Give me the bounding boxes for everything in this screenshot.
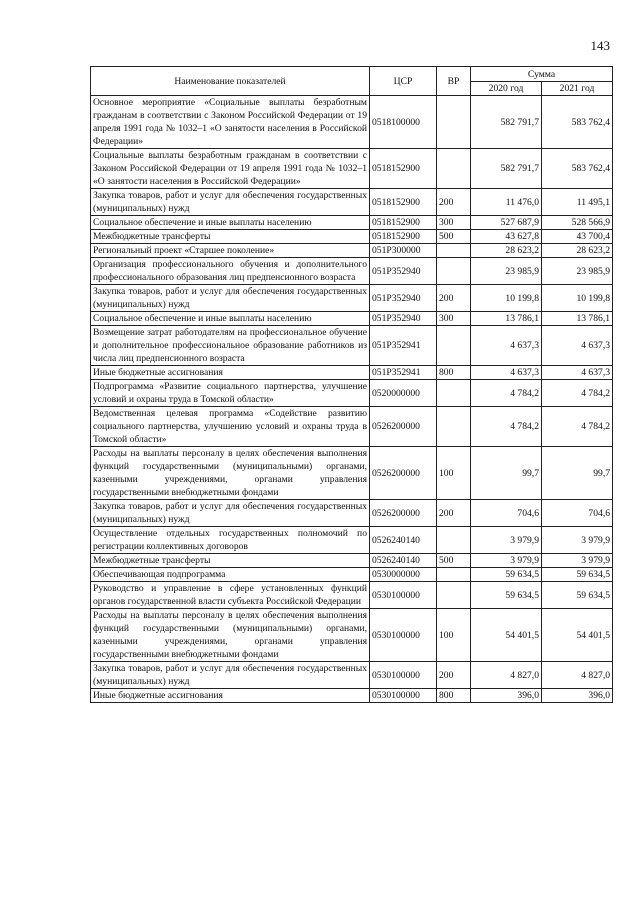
row-vr-cell [437,326,471,366]
row-vr-cell [437,380,471,407]
row-csr-cell: 0520000000 [370,380,437,407]
row-vr-cell [437,527,471,554]
row-vr-cell: 100 [437,447,471,500]
row-2020-value: 54 401,5 [471,609,542,662]
table-row [91,689,613,703]
page-number: 143 [590,38,610,53]
row-vr-cell: 300 [437,216,471,230]
header-sum: Сумма [471,67,613,82]
row-name-cell: Расходы на выплаты персоналу в целях обеспечения выполнения функций государственными (муниципальными) органами, казенными учреждениями, органами управления государственными внебюджетными фондами [91,609,370,662]
row-csr-cell: 0518100000 [370,96,437,149]
row-2020-value: 4 827,0 [471,662,542,689]
row-name-cell: Осуществление отдельных государственных полномочий по регистрации коллективных договоров [91,527,370,554]
row-2020-value: 582 791,7 [471,149,542,189]
header-csr: ЦСР [370,67,437,96]
row-name-cell: Региональный проект «Старшее поколение» [91,244,370,258]
row-2020-value: 4 637,3 [471,326,542,366]
row-vr-cell [437,96,471,149]
row-name-cell: Социальное обеспечение и иные выплаты населению [91,216,370,230]
row-vr-cell [437,568,471,582]
row-csr-cell: 0530100000 [370,662,437,689]
row-2020-value: 4 784,2 [471,380,542,407]
row-name-cell: Руководство и управление в сфере установленных функций органов государственной власти субъекта Российской Федерации [91,582,370,609]
row-2021-value: 23 985,9 [542,258,613,285]
header-year-2020: 2020 год [471,82,542,96]
row-name-cell: Социальные выплаты безработным гражданам в соответствии с Законом Российской Федерации от 19 апреля 1991 года № 1032–1 «О занятости населения в Российской Федерации» [91,149,370,189]
row-csr-cell: 051P352941 [370,366,437,380]
row-name-cell: Иные бюджетные ассигнования [91,366,370,380]
row-2021-value: 583 762,4 [542,96,613,149]
header-name: Наименование показателей [91,67,370,96]
row-name-cell: Межбюджетные трансферты [91,230,370,244]
row-2021-value: 528 566,9 [542,216,613,230]
row-2020-value: 59 634,5 [471,582,542,609]
row-2020-value: 582 791,7 [471,96,542,149]
row-vr-cell: 200 [437,189,471,216]
table-body [91,96,613,703]
row-csr-cell: 0526240140 [370,554,437,568]
row-name-cell: Возмещение затрат работодателям на профессиональное обучение и дополнительное профессиональное образование работников из числа лиц предпенсионного возраста [91,326,370,366]
row-vr-cell: 300 [437,312,471,326]
row-2021-value: 4 784,2 [542,407,613,447]
row-vr-cell: 500 [437,230,471,244]
table-row [91,230,613,244]
row-csr-cell: 0526200000 [370,407,437,447]
row-vr-cell [437,149,471,189]
row-name-cell: Иные бюджетные ассигнования [91,689,370,703]
row-2020-value: 396,0 [471,689,542,703]
row-2021-value: 4 784,2 [542,380,613,407]
row-name-cell: Закупка товаров, работ и услуг для обеспечения государственных (муниципальных) нужд [91,500,370,527]
row-csr-cell: 0526240140 [370,527,437,554]
row-name-cell: Обеспечивающая подпрограмма [91,568,370,582]
row-2021-value: 59 634,5 [542,582,613,609]
row-csr-cell: 051P352940 [370,312,437,326]
table-row [91,582,613,609]
row-csr-cell: 0530100000 [370,609,437,662]
row-vr-cell: 200 [437,285,471,312]
row-2021-value: 3 979,9 [542,527,613,554]
row-csr-cell: 0526200000 [370,447,437,500]
row-2021-value: 4 827,0 [542,662,613,689]
row-csr-cell: 051P300000 [370,244,437,258]
row-2020-value: 527 687,9 [471,216,542,230]
row-2021-value: 11 495,1 [542,189,613,216]
table-row [91,662,613,689]
table-row [91,216,613,230]
row-vr-cell [437,244,471,258]
row-csr-cell: 051P352940 [370,258,437,285]
row-csr-cell: 0518152900 [370,189,437,216]
table-row [91,312,613,326]
row-name-cell: Закупка товаров, работ и услуг для обеспечения государственных (муниципальных) нужд [91,285,370,312]
row-name-cell: Социальное обеспечение и иные выплаты населению [91,312,370,326]
row-2021-value: 13 786,1 [542,312,613,326]
row-name-cell: Подпрограмма «Развитие социального партнерства, улучшение условий и охраны труда в Томской области» [91,380,370,407]
table-row [91,554,613,568]
row-csr-cell: 0530000000 [370,568,437,582]
row-2020-value: 4 784,2 [471,407,542,447]
row-vr-cell: 200 [437,662,471,689]
row-2021-value: 3 979,9 [542,554,613,568]
row-2020-value: 704,6 [471,500,542,527]
row-vr-cell: 500 [437,554,471,568]
row-2020-value: 3 979,9 [471,554,542,568]
row-name-cell: Межбюджетные трансферты [91,554,370,568]
row-2021-value: 4 637,3 [542,326,613,366]
row-vr-cell: 100 [437,609,471,662]
table-row [91,244,613,258]
row-2020-value: 43 627,8 [471,230,542,244]
table-row [91,366,613,380]
table-header [91,67,613,96]
row-vr-cell [437,582,471,609]
table-row [91,527,613,554]
table-row [91,285,613,312]
table-row [91,326,613,366]
row-csr-cell: 0530100000 [370,582,437,609]
header-year-2021: 2021 год [542,82,613,96]
row-csr-cell: 051P352941 [370,326,437,366]
row-name-cell: Расходы на выплаты персоналу в целях обеспечения выполнения функций государственными (муниципальными) органами, казенными учреждениями, органами управления государственными внебюджетными фондами [91,447,370,500]
row-2020-value: 59 634,5 [471,568,542,582]
row-2020-value: 13 786,1 [471,312,542,326]
row-name-cell: Основное мероприятие «Социальные выплаты безработным гражданам в соответствии с Законом Российской Федерации от 19 апреля 1991 года № 1032–1 «О занятости населения в Российской Федерации» [91,96,370,149]
row-2021-value: 99,7 [542,447,613,500]
row-csr-cell: 0518152900 [370,149,437,189]
row-vr-cell: 800 [437,366,471,380]
row-2020-value: 4 637,3 [471,366,542,380]
table-row [91,568,613,582]
table-row [91,447,613,500]
row-csr-cell: 0518152900 [370,216,437,230]
table-row [91,609,613,662]
header-vr: ВР [437,67,471,96]
row-2021-value: 4 637,3 [542,366,613,380]
row-2021-value: 583 762,4 [542,149,613,189]
row-2021-value: 704,6 [542,500,613,527]
row-vr-cell: 200 [437,500,471,527]
row-name-cell: Организация профессионального обучения и дополнительного профессионального образования лиц предпенсионного возраста [91,258,370,285]
table-row [91,96,613,149]
row-2021-value: 59 634,5 [542,568,613,582]
row-2021-value: 28 623,2 [542,244,613,258]
row-vr-cell: 800 [437,689,471,703]
row-name-cell: Ведомственная целевая программа «Содействие развитию социального партнерства, улучшению условий и охраны труда в Томской области» [91,407,370,447]
row-vr-cell [437,407,471,447]
row-name-cell: Закупка товаров, работ и услуг для обеспечения государственных (муниципальных) нужд [91,662,370,689]
table-row [91,500,613,527]
table-row [91,189,613,216]
row-2021-value: 10 199,8 [542,285,613,312]
row-2020-value: 3 979,9 [471,527,542,554]
row-2020-value: 23 985,9 [471,258,542,285]
row-csr-cell: 0518152900 [370,230,437,244]
budget-table [90,66,613,703]
row-csr-cell: 051P352940 [370,285,437,312]
row-2020-value: 11 476,0 [471,189,542,216]
row-2021-value: 396,0 [542,689,613,703]
row-2020-value: 28 623,2 [471,244,542,258]
table-row [91,380,613,407]
row-csr-cell: 0526200000 [370,500,437,527]
row-name-cell: Закупка товаров, работ и услуг для обеспечения государственных (муниципальных) нужд [91,189,370,216]
row-csr-cell: 0530100000 [370,689,437,703]
row-2021-value: 54 401,5 [542,609,613,662]
row-vr-cell [437,258,471,285]
table-row [91,258,613,285]
table-row [91,407,613,447]
row-2020-value: 99,7 [471,447,542,500]
row-2020-value: 10 199,8 [471,285,542,312]
table-row [91,149,613,189]
row-2021-value: 43 700,4 [542,230,613,244]
